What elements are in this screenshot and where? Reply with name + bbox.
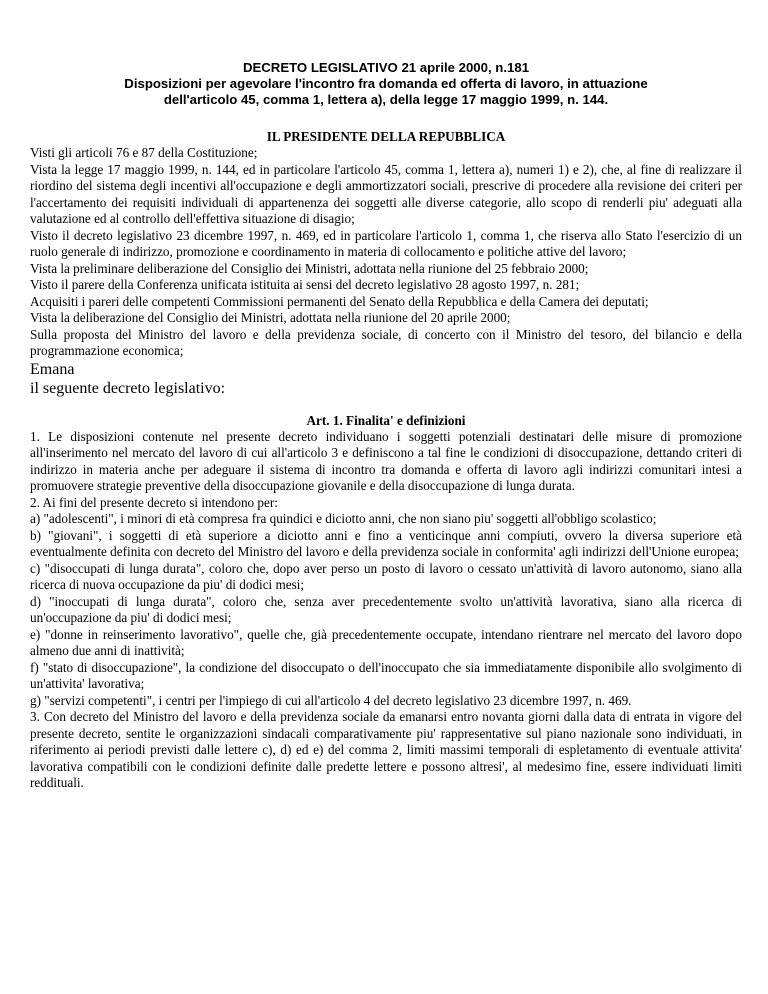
emana-follow-text: il seguente decreto legislativo:	[30, 379, 226, 397]
preamble-paragraph: Vista la legge 17 maggio 1999, n. 144, ed in particolare l'articolo 45, comma 1, lettera a), numeri 1) e 2), che, al fine di realizzare il riordino del sistema degli incentivi all'occupazione e degli ammortizzatori sociali, prescrive di procedere alla revisione dei criteri per l'accertamento dei requisiti individuali di appartenenza dei soggetti alle diverse categorie, allo scopo di renderli piu' adeguati alla valutazione ed al controllo dell'effettiva situazione di disagio;	[30, 161, 742, 226]
article-list-item: b) "giovani", i soggetti di età superiore a diciotto anni e fino a venticinque anni compiuti, ovvero la diversa superiore età eventualmente definita con decreto del Ministro del lavoro e della previdenza sociale in conformita' agli indirizzi dell'Unione europea;	[30, 527, 742, 559]
preamble-paragraph: Vista la preliminare deliberazione del Consiglio dei Ministri, adottata nella riunione del 25 febbraio 2000;	[30, 260, 589, 276]
preamble	[30, 145, 742, 398]
article-paragraph: 2. Ai fini del presente decreto si intendono per:	[30, 494, 278, 510]
article-paragraph: 1. Le disposizioni contenute nel presente decreto individuano i soggetti potenziali destinatari delle misure di promozione all'inserimento nel mercato del lavoro di cui all'articolo 3 e definiscono a tal fine le condizioni di disoccupazione, dettando criteri di indirizzo in materia anche per adeguare il sistema di incontro tra domanda e offerta di lavoro agli indirizzi comunitari intesi a promuovere strategie preventive della disoccupazione giovanile e della disoccupazione di lunga durata.	[30, 428, 742, 493]
article-list-item: g) "servizi competenti", i centri per l'impiego di cui all'articolo 4 del decreto legislativo 23 dicembre 1997, n. 469.	[30, 692, 632, 708]
article-1-body	[30, 429, 742, 792]
article-list-item: e) "donne in reinserimento lavorativo", quelle che, già precedentemente occupate, intendano rientrare nel mercato del lavoro dopo almeno due anni di inattività;	[30, 626, 742, 658]
article-paragraph: 3. Con decreto del Ministro del lavoro e della previdenza sociale da emanarsi entro novanta giorni dalla data di entrata in vigore del presente decreto, sentite le organizzazioni sindacali comparativamente piu' rappresentative sul piano nazionale sono individuati, in riferimento ai periodi previsti dalle lettere c), d) ed e) del comma 2, limiti massimi temporali di espletamento di eventuale attivita' lavorativa compatibili con le condizioni definite dalle predette lettere e possono altresi', al medesimo fine, essere individuati limiti reddituali.	[30, 709, 742, 790]
decree-subtitle-line-2: dell'articolo 45, comma 1, lettera a), della legge 17 maggio 1999, n. 144.	[163, 92, 609, 107]
preamble-paragraph: Acquisiti i pareri delle competenti Commissioni permanenti del Senato della Repubblica e della Camera dei deputati;	[30, 293, 649, 309]
document-page	[30, 60, 742, 792]
preamble-paragraph: Visto il decreto legislativo 23 dicembre 1997, n. 469, ed in particolare l'articolo 1, comma 1, che riserva allo Stato l'esercizio di un ruolo generale di indirizzo, promozione e coordinamento in materia di collocamento e politiche attive del lavoro;	[30, 227, 742, 259]
article-list-item: f) "stato di disoccupazione", la condizione del disoccupato o dell'inoccupato che sia immediatamente disponibile allo svolgimento di un'attivita' lavorativa;	[30, 659, 742, 691]
emana-text: Emana	[30, 360, 75, 378]
article-list-item: c) "disoccupati di lunga durata", coloro che, dopo aver perso un posto di lavoro o cessato un'attività di lavoro autonomo, siano alla ricerca di nuova occupazione da piu' di dodici mesi;	[30, 560, 742, 592]
preamble-paragraph: Vista la deliberazione del Consiglio dei Ministri, adottata nella riunione del 20 aprile 2000;	[30, 310, 511, 325]
decree-subtitle-line-1: Disposizioni per agevolare l'incontro fra domanda ed offerta di lavoro, in attuazione	[124, 76, 648, 91]
article-list-item: d) "inoccupati di lunga durata", coloro che, senza aver precedentemente svolto un'attività lavorativa, siano alla ricerca di un'occupazione da piu' di dodici mesi;	[30, 593, 742, 625]
preamble-paragraph: Sulla proposta del Ministro del lavoro e della previdenza sociale, di concerto con il Ministro del tesoro, del bilancio e della programmazione economica;	[30, 326, 742, 358]
president-heading: IL PRESIDENTE DELLA REPUBBLICA	[266, 129, 506, 144]
article-1-heading: Art. 1. Finalita' e definizioni	[306, 412, 466, 428]
preamble-paragraph: Visti gli articoli 76 e 87 della Costituzione;	[30, 145, 258, 160]
preamble-paragraph: Visto il parere della Conferenza unificata istituita ai sensi del decreto legislativo 28 agosto 1997, n. 281;	[30, 277, 580, 292]
article-list-item: a) "adolescenti", i minori di età compresa fra quindici e diciotto anni, che non siano piu' soggetti all'obbligo scolastico;	[30, 511, 657, 526]
decree-header	[30, 60, 742, 108]
decree-title: DECRETO LEGISLATIVO 21 aprile 2000, n.181	[242, 60, 530, 75]
